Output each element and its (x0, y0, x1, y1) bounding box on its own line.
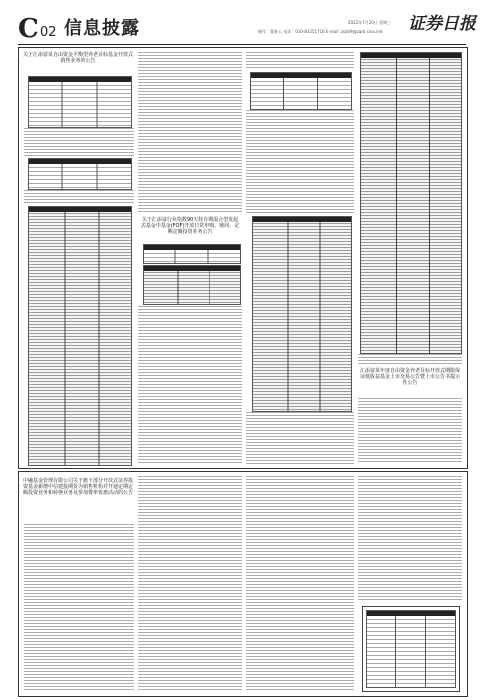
column-3-table (250, 72, 352, 110)
article-2-text (138, 306, 242, 464)
date-line: 2022年7月20日 星期三 (348, 20, 392, 25)
article-1-fund-list-table (28, 206, 132, 466)
newspaper-logo: 证券日报 (408, 14, 476, 34)
section-letter: C (18, 14, 39, 44)
article-title-1: 关于汇添富某自由资金平衡型养老目标基金开放式销售业务的公告 (22, 52, 133, 64)
column-3-text-b (246, 110, 354, 214)
article-4-text-col-4 (358, 476, 462, 602)
article-4-text-col-1 (24, 524, 134, 692)
article-4-contact-table (366, 610, 456, 688)
article-4-contact-box (362, 606, 460, 692)
column-3-text-a (246, 52, 354, 70)
column-4-fund-table (360, 52, 462, 354)
column-2-text (138, 52, 242, 214)
column-3-fund-table (252, 216, 352, 412)
column-4-notes (358, 354, 462, 364)
header-rule (18, 44, 466, 45)
article-1-table-top (28, 76, 132, 128)
page-header (0, 0, 484, 50)
section-number: 02 (40, 25, 57, 40)
article-title-3: 汇添富某年度自由资金养老目标开放式期限保证低收益基金上市交易公告暨上市公告书提示性公告 (360, 368, 461, 386)
article-4-text-col-2 (138, 476, 242, 692)
article-1-table-mid (28, 158, 132, 190)
article-title-4: 中融基金管理有限公司关于旗下部分开放式证券投资基金新增中信建投期货为销售机构并开通定期定额投资业务和转换业务及参加费率优惠活动的公告 (22, 478, 133, 496)
editor-line: 制作：董春云 电话：010-83251716 E-mail: zqrb9@zqrb.sina.net (258, 29, 383, 34)
column-3-text-c (246, 412, 354, 464)
article-2-table-b (143, 265, 241, 305)
article-4-text-col-3 (246, 476, 354, 692)
section-title: 信息披露 (64, 18, 140, 39)
article-1-text-b (24, 190, 134, 204)
article-3-text (358, 398, 462, 464)
article-title-2: 关于汇添富行业指数90天持有期混合型发起式基金中基金(FOF)开放日常申购、赎回、定期定额投资业务公告 (140, 217, 240, 235)
article-2-table-a (143, 244, 241, 264)
article-1-text-a (24, 128, 134, 156)
